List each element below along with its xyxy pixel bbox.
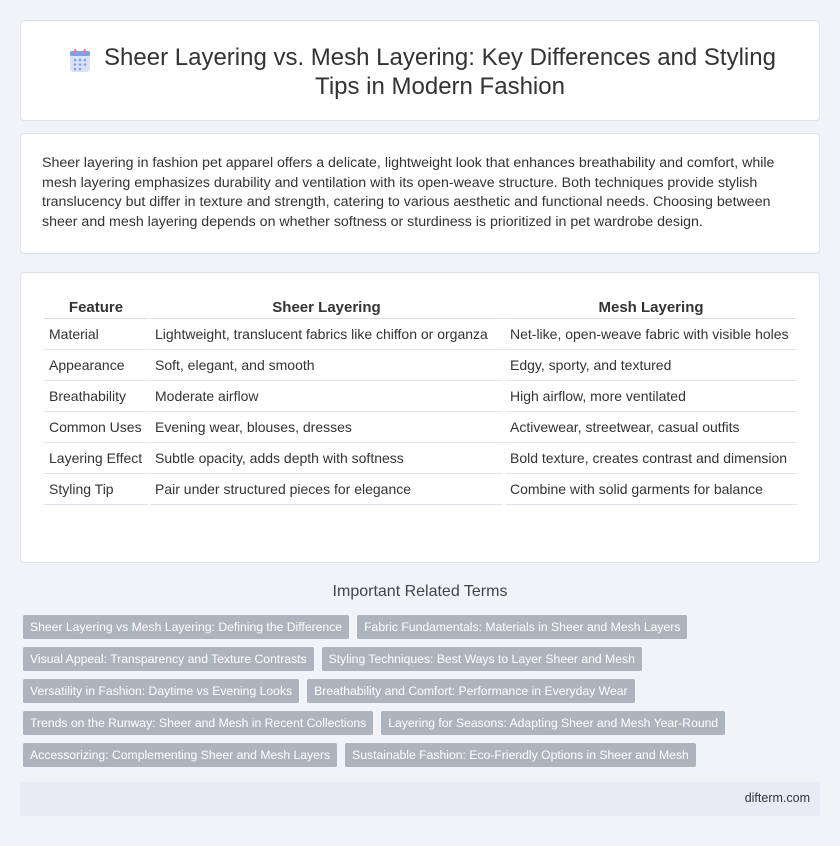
table-cell: Edgy, sporty, and textured	[505, 350, 797, 381]
related-terms-list	[23, 615, 813, 775]
related-term-tag[interactable]: Styling Techniques: Best Ways to Layer Sheer and Mesh	[322, 647, 642, 671]
intro-paragraph: Sheer layering in fashion pet apparel offers a delicate, lightweight look that enhances breathability and comfort, while mesh layering emphasizes durability and ventilation with its open-weave structure. Both techniques provide stylish translucency but differ in texture and strength, catering to various aesthetic and functional needs. Choosing between sheer and mesh layering depends on whether softness or sturdiness is prioritized in pet wardrobe design.	[42, 155, 775, 230]
tag-row	[23, 647, 813, 671]
header-card	[20, 20, 820, 121]
table-row	[44, 412, 797, 443]
table-cell: Net-like, open-weave fabric with visible holes	[505, 319, 797, 350]
table-row	[44, 319, 797, 350]
table-cell: Styling Tip	[44, 474, 148, 505]
related-term-tag[interactable]: Sheer Layering vs Mesh Layering: Defining the Difference	[23, 615, 349, 639]
table-cell: Activewear, streetwear, casual outfits	[505, 412, 797, 443]
related-term-tag[interactable]: Trends on the Runway: Sheer and Mesh in Recent Collections	[23, 711, 373, 735]
table-cell: Layering Effect	[44, 443, 148, 474]
column-header-feature: Feature	[44, 294, 148, 319]
table-row	[44, 443, 797, 474]
table-cell: High airflow, more ventilated	[505, 381, 797, 412]
table-cell: Bold texture, creates contrast and dimension	[505, 443, 797, 474]
related-term-tag[interactable]: Versatility in Fashion: Daytime vs Evening Looks	[23, 679, 299, 703]
related-term-tag[interactable]: Accessorizing: Complementing Sheer and Mesh Layers	[23, 743, 337, 767]
footer-site-link[interactable]: difterm.com	[744, 791, 810, 805]
column-header-sheer: Sheer Layering	[150, 294, 503, 319]
comparison-table-card	[20, 272, 820, 563]
table-cell: Evening wear, blouses, dresses	[150, 412, 503, 443]
related-terms-heading: Important Related Terms	[332, 583, 508, 600]
tag-row	[23, 679, 813, 703]
page-title: Sheer Layering vs. Mesh Layering: Key Differences and Styling Tips in Modern Fashion	[104, 44, 776, 100]
related-term-tag[interactable]: Visual Appeal: Transparency and Texture Contrasts	[23, 647, 314, 671]
related-term-tag[interactable]: Layering for Seasons: Adapting Sheer and Mesh Year-Round	[381, 711, 725, 735]
table-row	[44, 381, 797, 412]
related-term-tag[interactable]: Sustainable Fashion: Eco-Friendly Options in Sheer and Mesh	[345, 743, 696, 767]
related-term-tag[interactable]: Breathability and Comfort: Performance in Everyday Wear	[307, 679, 634, 703]
intro-card	[20, 133, 820, 254]
column-header-mesh: Mesh Layering	[505, 294, 797, 319]
table-cell: Combine with solid garments for balance	[505, 474, 797, 505]
comparison-table	[42, 294, 799, 505]
table-cell: Appearance	[44, 350, 148, 381]
table-cell: Pair under structured pieces for elegance	[150, 474, 503, 505]
table-cell: Subtle opacity, adds depth with softness	[150, 443, 503, 474]
table-row	[44, 350, 797, 381]
table-cell: Soft, elegant, and smooth	[150, 350, 503, 381]
related-term-tag[interactable]: Fabric Fundamentals: Materials in Sheer and Mesh Layers	[357, 615, 687, 639]
table-header-row	[44, 294, 797, 319]
tag-row	[23, 743, 813, 767]
footer	[20, 782, 820, 816]
table-cell: Material	[44, 319, 148, 350]
tag-row	[23, 711, 813, 735]
table-cell: Lightweight, translucent fabrics like chiffon or organza	[150, 319, 503, 350]
table-row	[44, 474, 797, 505]
table-cell: Moderate airflow	[150, 381, 503, 412]
table-cell: Common Uses	[44, 412, 148, 443]
table-cell: Breathability	[44, 381, 148, 412]
tag-row	[23, 615, 813, 639]
